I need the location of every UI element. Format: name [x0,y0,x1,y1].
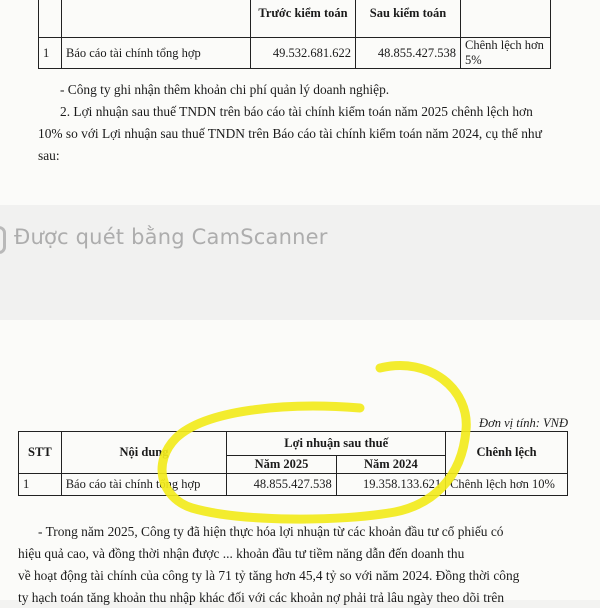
paragraph-2-line-3: sau: [38,148,60,163]
audit-comparison-table [38,0,551,69]
camscanner-logo-icon [0,226,6,254]
header-difference: Chênh lệch [446,432,568,474]
col-after-audit: Sau kiểm toán [356,0,461,38]
value-before-audit: 49.532.681.622 [251,38,356,69]
scanned-page-top [0,0,600,205]
row-stt: 1 [39,38,62,69]
row-stt: 1 [19,474,62,496]
value-after-audit: 48.855.427.538 [356,38,461,69]
row-content: Báo cáo tài chính tổng hợp [62,38,251,69]
row-difference: Chênh lệch hơn 10% [446,474,568,496]
paragraph-3-line-4: ty hạch toán tăng khoản thu nhập khác đối với các khoản nợ phải trả lâu ngày theo dõi trên [18,590,505,605]
paragraph-3-line-3: về hoạt động tài chính của công ty là 71 tỷ tăng hơn 45,4 tỷ so với năm 2024. Đồng thời công [18,568,520,583]
paragraph-2-line-2: 10% so với Lợi nhuận sau thuế TNDN trên Báo cáo tài chính kiểm toán năm 2024, cụ thể như [38,126,542,141]
row-content: Báo cáo tài chính tổng hợp [61,474,227,496]
header-content: Nội dung [61,432,227,474]
value-2024: 19.358.133.621 [336,474,445,496]
unit-label: Đơn vị tính: VNĐ [479,416,568,430]
camscanner-divider-band [0,205,600,320]
profit-comparison-table [18,431,568,496]
value-2025: 48.855.427.538 [227,474,336,496]
paragraph-2-line-1: 2. Lợi nhuận sau thuế TNDN trên báo cáo tài chính kiểm toán năm 2025 chênh lệch hơn [60,104,533,119]
col-before-audit: Trước kiểm toán [251,0,356,38]
header-year-2025: Năm 2025 [227,456,336,474]
row-difference: Chênh lệch hơn 5% [461,38,551,69]
header-year-2024: Năm 2024 [336,456,445,474]
header-stt: STT [19,432,62,474]
camscanner-watermark: Được quét bằng CamScanner [14,225,328,249]
header-profit-after-tax: Lợi nhuận sau thuế [227,432,446,456]
paragraph-3-line-1: - Trong năm 2025, Công ty đã hiện thực hóa lợi nhuận từ các khoản đầu tư cổ phiếu có [38,524,504,539]
paragraph-3-line-2: hiệu quả cao, và đồng thời nhận được ... khoản đầu tư tiềm năng dẫn đến doanh thu [18,546,465,561]
bullet-management-cost: - Công ty ghi nhận thêm khoản chi phí quản lý doanh nghiệp. [60,82,390,97]
